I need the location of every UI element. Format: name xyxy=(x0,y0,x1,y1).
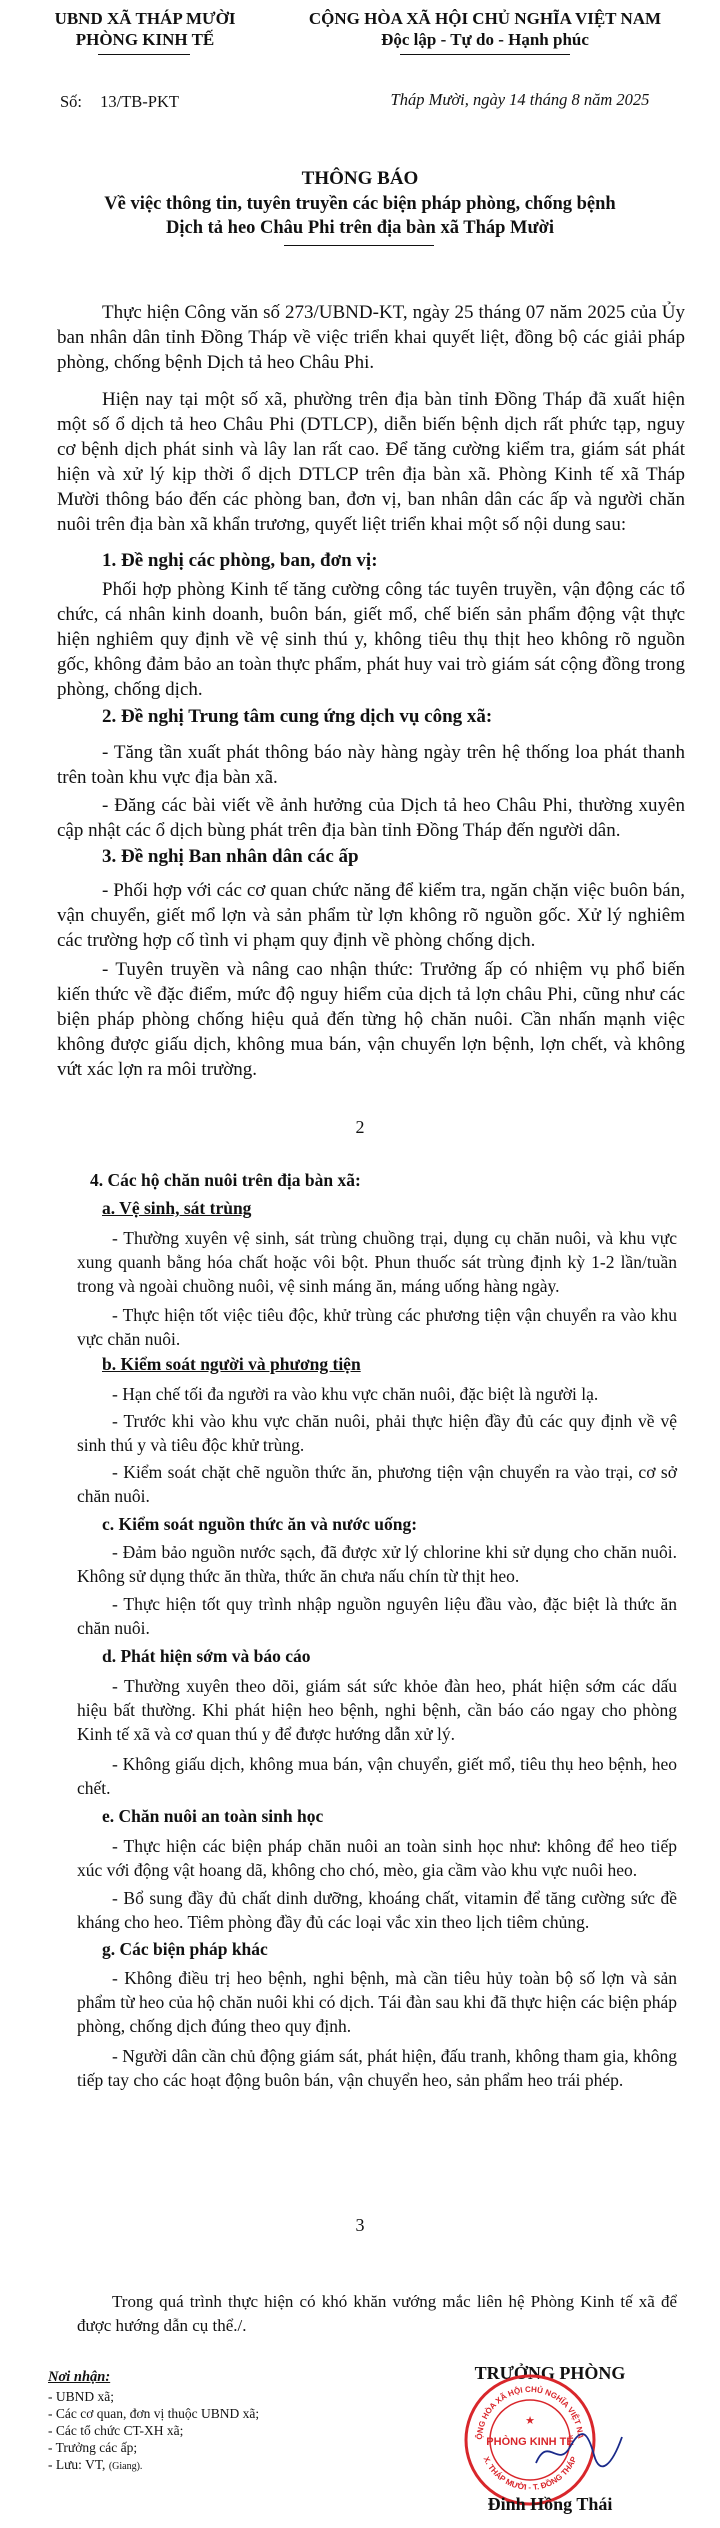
motto: Độc lập - Tự do - Hạnh phúc xyxy=(381,30,589,49)
section-4a-heading: a. Vệ sinh, sát trùng xyxy=(102,1198,252,1218)
section-4b-paragraph-2: - Trước khi vào khu vực chăn nuôi, phải thực hiện đầy đủ các quy định về vệ sinh thú y và tiêu độc khử trùng. xyxy=(77,1411,677,1455)
nation-name: CỘNG HÒA XÃ HỘI CHỦ NGHĨA VIỆT NAM xyxy=(308,9,662,28)
section-4a-paragraph-2: - Thực hiện tốt việc tiêu độc, khử trùng các phương tiện vận chuyển ra vào khu vực chăn nuôi. xyxy=(77,1305,677,1349)
document-type: THÔNG BÁO xyxy=(301,168,419,189)
document-number: Số: 13/TB-PKT xyxy=(60,92,179,111)
document-date: Tháp Mười, ngày 14 tháng 8 năm 2025 xyxy=(390,90,650,109)
section-2-heading: 2. Đề nghị Trung tâm cung ứng dịch vụ công xã: xyxy=(102,706,493,727)
page-number-2: 2 xyxy=(355,1117,365,1137)
section-3-paragraph-2: - Tuyên truyền và nâng cao nhận thức: Trưởng ấp có nhiệm vụ phổ biến kiến thức về đặc điểm, mức độ nguy hiểm của dịch tả lợn châu Phi, cũng như các biện pháp phòng chống hiệu quả đến từng hộ chăn nuôi. Cần nhấn mạnh việc không được giấu dịch, không mua bán, vận chuyển lợn bệnh, lợn chết, và không vứt xác lợn ra môi trường. xyxy=(57,959,685,1080)
issuing-authority xyxy=(30,8,260,50)
recipient-item: - Trưởng các ấp; xyxy=(48,2440,138,2455)
issuing-authority-unit: PHÒNG KINH TẾ xyxy=(75,30,215,49)
seal-ring-top-text: ỘNG HÒA XÃ HỘI CHỦ NGHĨA VIỆT NA xyxy=(474,2384,586,2440)
recipient-item-archive: - Lưu: VT, (Giang). xyxy=(48,2457,143,2472)
section-4b-paragraph-3: - Kiểm soát chặt chẽ nguồn thức ăn, phương tiện vận chuyển ra vào trại, cơ sở chăn nuôi. xyxy=(77,1462,677,1506)
section-4e-heading: e. Chăn nuôi an toàn sinh học xyxy=(102,1806,324,1826)
closing-paragraph: Trong quá trình thực hiện có khó khăn vướng mắc liên hệ Phòng Kinh tế xã để được hướng dẫn cụ thể./. xyxy=(77,2292,677,2335)
national-motto xyxy=(265,8,705,50)
section-2-paragraph-1: - Tăng tần xuất phát thông báo này hàng ngày trên hệ thống loa phát thanh trên toàn khu vực địa bàn xã. xyxy=(57,742,685,788)
subject-underline xyxy=(284,245,434,246)
recipient-item: - Các cơ quan, đơn vị thuộc UBND xã; xyxy=(48,2406,260,2421)
page-number-3: 3 xyxy=(355,2215,365,2235)
section-1-paragraph: Phối hợp phòng Kinh tế tăng cường công tác tuyên truyền, vận động các tổ chức, cá nhân kinh doanh, buôn bán, giết mổ, chế biến sản phẩm động vật thực hiện nghiêm quy định về vệ sinh thú y, không tiêu thụ thịt heo không rõ nguồn gốc, không đảm bảo an toàn thực phẩm, phát huy vai trò giám sát cộng đồng trong phòng, chống dịch. xyxy=(57,579,685,700)
recipient-item: - UBND xã; xyxy=(48,2389,114,2404)
signer-position: TRƯỞNG PHÒNG xyxy=(474,2363,626,2383)
section-4c-heading: c. Kiểm soát nguồn thức ăn và nước uống: xyxy=(102,1514,418,1534)
document-number-value: 13 xyxy=(100,92,117,111)
seal-ring-bottom-text: X. THÁP MƯỜI - T. ĐỒNG THÁP xyxy=(481,2455,579,2492)
section-3-paragraph-1: - Phối hợp với các cơ quan chức năng để kiểm tra, ngăn chặn việc buôn bán, vận chuyển, giết mổ lợn và sản phẩm từ lợn không rõ nguồn gốc. Xử lý nghiêm các trường hợp cố tình vi phạm quy định về phòng chống dịch. xyxy=(57,880,685,951)
document-subject: Về việc thông tin, tuyên truyền các biện pháp phòng, chống bệnh Dịch tả heo Châu Phi trên địa bàn xã Tháp Mười xyxy=(104,194,616,238)
recipients-block xyxy=(48,2369,308,2475)
section-4d-paragraph-1: - Thường xuyên theo dõi, giám sát sức khỏe đàn heo, phát hiện sớm các dấu hiệu bất thường. Khi phát hiện heo bệnh, nghi bệnh, cần báo cáo ngay cho phòng Kinh tế xã và cơ quan thú y để được hướng dẫn xử lý. xyxy=(77,1676,677,1744)
section-2-paragraph-2: - Đăng các bài viết về ảnh hưởng của Dịch tả heo Châu Phi, thường xuyên cập nhật các ổ dịch bùng phát trên địa bàn tỉnh Đồng Tháp đến người dân. xyxy=(57,795,685,841)
authority-underline xyxy=(98,54,190,55)
section-4-heading: 4. Các hộ chăn nuôi trên địa bàn xã: xyxy=(90,1170,361,1190)
section-4g-paragraph-2: - Người dân cần chủ động giám sát, phát hiện, đấu tranh, không tham gia, không tiếp tay cho các hoạt động buôn bán, vận chuyển heo, sản phẩm heo trái phép. xyxy=(77,2046,677,2090)
section-4c-paragraph-2: - Thực hiện tốt quy trình nhập nguồn nguyên liệu đầu vào, đặc biệt là thức ăn chăn nuôi. xyxy=(77,1594,677,1638)
section-4g-heading: g. Các biện pháp khác xyxy=(102,1939,268,1959)
signature-stroke-icon xyxy=(528,2425,628,2475)
recipient-item: - Các tổ chức CT-XH xã; xyxy=(48,2423,184,2438)
seal-star-icon: ★ xyxy=(525,2415,535,2427)
intro-paragraph-1: Thực hiện Công văn số 273/UBND-KT, ngày 25 tháng 07 năm 2025 của Ủy ban nhân dân tỉnh Đồng Tháp về việc triển khai quyết liệt, đồng bộ các giải pháp phòng, chống bệnh Dịch tả heo Châu Phi. xyxy=(57,302,685,373)
section-4d-paragraph-2: - Không giấu dịch, không mua bán, vận chuyển, giết mổ, tiêu thụ heo bệnh, heo chết. xyxy=(77,1754,677,1798)
signer-name: Đinh Hồng Thái xyxy=(487,2494,613,2514)
archive-note: (Giang). xyxy=(108,2461,143,2472)
section-3-heading: 3. Đề nghị Ban nhân dân các ấp xyxy=(102,846,359,867)
section-4b-heading: b. Kiểm soát người và phương tiện xyxy=(102,1354,361,1374)
intro-paragraph-2: Hiện nay tại một số xã, phường trên địa bàn tỉnh Đồng Tháp đã xuất hiện một số ổ dịch tả heo Châu Phi (DTLCP), diễn biến bệnh dịch rất phức tạp, nguy cơ bệnh dịch phát sinh và lây lan rất cao. Để tăng cường kiểm tra, giám sát phát hiện và xử lý kịp thời ổ dịch DTLCP trên địa bàn xã. Phòng Kinh tế xã Tháp Mười thông báo đến các phòng ban, đơn vị, ban nhân dân các ấp và người chăn nuôi trên địa bàn xã khẩn trương, quyết liệt triển khai một số nội dung sau: xyxy=(57,389,685,535)
seal-center-text: PHÒNG KINH TẾ xyxy=(486,2436,574,2448)
signature-scribble xyxy=(528,2425,628,2475)
section-4g-paragraph-1: - Không điều trị heo bệnh, nghi bệnh, mà cần tiêu hủy toàn bộ số lợn và sản phẩm từ heo của hộ chăn nuôi khi có dịch. Tái đàn sau khi đã thực hiện các biện pháp phòng, chống dịch đúng theo quy định. xyxy=(77,1968,677,2036)
section-4d-heading: d. Phát hiện sớm và báo cáo xyxy=(102,1646,311,1666)
recipients-heading: Nơi nhận: xyxy=(48,2369,111,2385)
issuing-authority-parent: UBND XÃ THÁP MƯỜI xyxy=(54,9,236,28)
section-4c-paragraph-1: - Đảm bảo nguồn nước sạch, đã được xử lý chlorine khi sử dụng cho chăn nuôi. Không sử dụng thức ăn thừa, thức ăn chưa nấu chín từ thịt heo. xyxy=(77,1542,677,1586)
section-4e-paragraph-1: - Thực hiện các biện pháp chăn nuôi an toàn sinh học như: không để heo tiếp xúc với động vật hoang dã, không cho chó, mèo, gia cầm vào khu vực nuôi heo. xyxy=(77,1836,677,1880)
section-4b-paragraph-1: - Hạn chế tối đa người ra vào khu vực chăn nuôi, đặc biệt là người lạ. xyxy=(112,1384,599,1404)
section-4a-paragraph-1: - Thường xuyên vệ sinh, sát trùng chuồng trại, dụng cụ chăn nuôi, và khu vực xung quanh bằng hóa chất hoặc vôi bột. Phun thuốc sát trùng định kỳ 1-2 lần/tuần trong và ngoài chuồng nuôi, vệ sinh máng ăn, máng uống hàng ngày. xyxy=(77,1228,677,1296)
section-1-heading: 1. Đề nghị các phòng, ban, đơn vị: xyxy=(102,550,378,571)
section-4e-paragraph-2: - Bổ sung đầy đủ chất dinh dưỡng, khoáng chất, vitamin để tăng cường sức đề kháng cho heo. Tiêm phòng đầy đủ các loại vắc xin theo lịch tiêm chủng. xyxy=(77,1888,677,1932)
motto-underline xyxy=(400,54,570,55)
